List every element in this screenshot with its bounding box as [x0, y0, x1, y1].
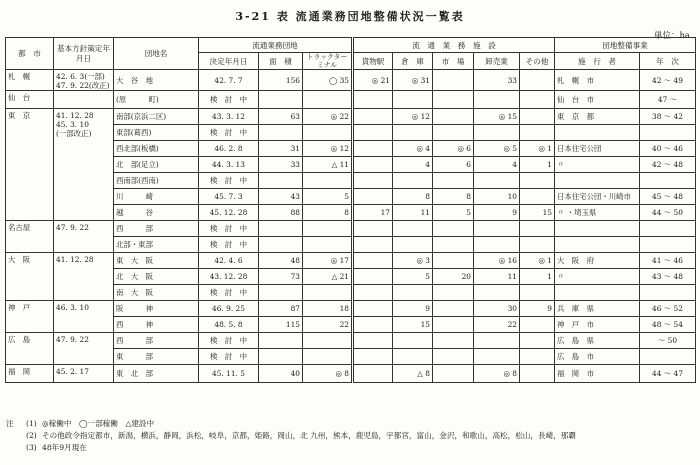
year-cell: 42 ～ 49 — [640, 70, 696, 91]
operator-cell: 大 阪 府 — [555, 253, 640, 269]
note-line — [6, 430, 696, 442]
area-cell — [259, 349, 303, 365]
header-complex-name: 団地名 — [114, 38, 199, 70]
operator-cell — [555, 125, 640, 141]
year-cell: ～ 50 — [640, 333, 696, 349]
truck-terminal-cell — [303, 333, 353, 349]
city-cell: 仙 台 — [6, 91, 54, 109]
year-cell: 44 ～ 47 — [640, 365, 696, 383]
market-cell — [433, 91, 474, 109]
freight-station-cell — [353, 109, 393, 125]
decision-date-cell: 45. 12. 28 — [199, 205, 259, 221]
warehouse-cell — [393, 333, 433, 349]
year-cell — [640, 221, 696, 237]
operator-cell: 〃 ・埼玉県 — [555, 205, 640, 221]
complex-name-cell: 大 谷 地 — [114, 70, 199, 91]
city-cell: 福 岡 — [6, 365, 54, 383]
header-area: 面 積 — [259, 53, 303, 70]
wholesale-cell: 30 — [474, 301, 520, 317]
header-group-project: 団地整備事業 — [555, 38, 696, 53]
warehouse-cell — [393, 125, 433, 141]
area-cell: 115 — [259, 317, 303, 333]
wholesale-cell — [474, 91, 520, 109]
note-line — [6, 418, 696, 430]
wholesale-cell — [474, 349, 520, 365]
warehouse-cell — [393, 173, 433, 189]
year-cell: 47 ～ — [640, 91, 696, 109]
warehouse-cell: 15 — [393, 317, 433, 333]
market-cell: 6 — [433, 157, 474, 173]
note-number: (3) — [26, 443, 37, 452]
city-cell: 東 京 — [6, 109, 54, 221]
header-city: 都 市 — [6, 38, 54, 70]
complex-name-cell: (原 町) — [114, 91, 199, 109]
complex-name-cell: 川 崎 — [114, 189, 199, 205]
decision-date-cell: 検 討 中 — [199, 125, 259, 141]
header-truck-terminal: トラックターミナル — [303, 53, 353, 70]
year-cell — [640, 125, 696, 141]
year-cell — [640, 285, 696, 301]
decision-date-cell: 43. 3. 12 — [199, 109, 259, 125]
truck-terminal-cell — [303, 125, 353, 141]
warehouse-cell: ◎ 4 — [393, 141, 433, 157]
wholesale-cell: 4 — [474, 157, 520, 173]
policy-date-cell: 45. 2. 17 — [54, 365, 114, 383]
freight-station-cell — [353, 365, 393, 383]
area-cell: 88 — [259, 205, 303, 221]
wholesale-cell: ◎ 15 — [474, 109, 520, 125]
note-number: (1) — [26, 419, 37, 428]
wholesale-cell — [474, 221, 520, 237]
policy-date-cell: 47. 9. 22 — [54, 221, 114, 253]
decision-date-cell: 46. 2. 8 — [199, 141, 259, 157]
operator-cell: 神 戸 市 — [555, 317, 640, 333]
city-cell: 名古屋 — [6, 221, 54, 253]
wholesale-cell — [474, 125, 520, 141]
decision-date-cell: 44. 3. 13 — [199, 157, 259, 173]
note-text: 48年9月現在 — [42, 443, 87, 452]
truck-terminal-cell: ◎ 22 — [303, 109, 353, 125]
operator-cell: 東 京 都 — [555, 109, 640, 125]
year-cell: 40 ～ 46 — [640, 141, 696, 157]
area-cell — [259, 237, 303, 253]
decision-date-cell: 検 討 中 — [199, 285, 259, 301]
market-cell — [433, 317, 474, 333]
operator-cell: 〃 — [555, 157, 640, 173]
wholesale-cell — [474, 285, 520, 301]
truck-terminal-cell: 18 — [303, 301, 353, 317]
market-cell — [433, 253, 474, 269]
truck-terminal-cell — [303, 237, 353, 253]
other-cell — [520, 91, 555, 109]
header-year: 年 次 — [640, 53, 696, 70]
complex-name-cell: 越 谷 — [114, 205, 199, 221]
warehouse-cell: 9 — [393, 301, 433, 317]
warehouse-cell: △ 8 — [393, 365, 433, 383]
freight-station-cell — [353, 91, 393, 109]
wholesale-cell: ◎ 16 — [474, 253, 520, 269]
truck-terminal-cell: ◎ 8 — [303, 365, 353, 383]
decision-date-cell: 検 討 中 — [199, 237, 259, 253]
freight-station-cell: 17 — [353, 205, 393, 221]
truck-terminal-cell — [303, 285, 353, 301]
freight-station-cell — [353, 349, 393, 365]
other-cell — [520, 221, 555, 237]
truck-terminal-cell: △ 21 — [303, 269, 353, 285]
year-cell: 48 ～ 54 — [640, 317, 696, 333]
decision-date-cell: 検 討 中 — [199, 349, 259, 365]
other-cell — [520, 365, 555, 383]
complex-name-cell: 南部(京浜二区) — [114, 109, 199, 125]
notes — [6, 418, 696, 454]
complex-name-cell: 北 部(足立) — [114, 157, 199, 173]
year-cell: 42 ～ 48 — [640, 157, 696, 173]
area-cell — [259, 285, 303, 301]
table-row — [6, 109, 696, 125]
wholesale-cell: 10 — [474, 189, 520, 205]
operator-cell: 福 岡 市 — [555, 365, 640, 383]
area-cell: 40 — [259, 365, 303, 383]
area-cell: 33 — [259, 157, 303, 173]
unit-label: 単位：ha — [653, 31, 690, 41]
operator-cell: 日本住宅公団・川崎市 — [555, 189, 640, 205]
freight-station-cell — [353, 173, 393, 189]
warehouse-cell: ◎ 3 — [393, 253, 433, 269]
year-cell — [640, 349, 696, 365]
operator-cell — [555, 173, 640, 189]
freight-station-cell — [353, 317, 393, 333]
policy-date-cell: 41. 12. 28 45. 3. 10 (一部改正) — [54, 109, 114, 221]
market-cell: 5 — [433, 205, 474, 221]
operator-cell: 日本住宅公団 — [555, 141, 640, 157]
market-cell — [433, 349, 474, 365]
year-cell: 45 ～ 48 — [640, 189, 696, 205]
market-cell: 20 — [433, 269, 474, 285]
complex-name-cell: 東 大 阪 — [114, 253, 199, 269]
area-cell — [259, 125, 303, 141]
other-cell: ◎ 1 — [520, 141, 555, 157]
year-cell: 43 ～ 48 — [640, 269, 696, 285]
operator-cell — [555, 237, 640, 253]
freight-station-cell — [353, 157, 393, 173]
note-number: (2) — [26, 431, 37, 440]
distribution-complex-table — [5, 37, 696, 383]
market-cell — [433, 285, 474, 301]
other-cell — [520, 173, 555, 189]
decision-date-cell: 検 討 中 — [199, 91, 259, 109]
note-text: その他政令指定都市，新潟，横浜，静岡，浜松，岐阜，京都，姫路，岡山，北 九州，熊本，鹿児島，宇都宮，富山，金沢，和歌山，高松，松山，長崎，那覇 — [42, 431, 576, 440]
decision-date-cell: 45. 11. 5 — [199, 365, 259, 383]
freight-station-cell — [353, 141, 393, 157]
freight-station-cell — [353, 285, 393, 301]
table-row — [6, 91, 696, 109]
other-cell: 9 — [520, 301, 555, 317]
decision-date-cell: 42. 7. 7 — [199, 70, 259, 91]
decision-date-cell: 42. 4. 6 — [199, 253, 259, 269]
other-cell — [520, 70, 555, 91]
area-cell — [259, 173, 303, 189]
complex-name-cell: 西北部(板橋) — [114, 141, 199, 157]
warehouse-cell: 4 — [393, 157, 433, 173]
decision-date-cell: 43. 12. 28 — [199, 269, 259, 285]
other-cell — [520, 333, 555, 349]
operator-cell: 広 島 市 — [555, 349, 640, 365]
truck-terminal-cell: △ 11 — [303, 157, 353, 173]
warehouse-cell: ◎ 31 — [393, 70, 433, 91]
freight-station-cell — [353, 125, 393, 141]
table-row — [6, 221, 696, 237]
truck-terminal-cell: ◯ 35 — [303, 70, 353, 91]
market-cell — [433, 70, 474, 91]
operator-cell: 〃 — [555, 269, 640, 285]
truck-terminal-cell — [303, 91, 353, 109]
complex-name-cell: 西 部 — [114, 333, 199, 349]
complex-name-cell: 西 神 — [114, 317, 199, 333]
wholesale-cell: 33 — [474, 70, 520, 91]
complex-name-cell: 北 大 阪 — [114, 269, 199, 285]
year-cell: 44 ～ 50 — [640, 205, 696, 221]
market-cell — [433, 301, 474, 317]
policy-date-cell: 47. 9. 22 — [54, 333, 114, 365]
warehouse-cell — [393, 349, 433, 365]
note-label: 注 — [6, 419, 14, 428]
complex-name-cell: 東 部 — [114, 349, 199, 365]
header-operator: 施 行 者 — [555, 53, 640, 70]
other-cell: 15 — [520, 205, 555, 221]
policy-date-cell — [54, 91, 114, 109]
complex-name-cell: 南 大 阪 — [114, 285, 199, 301]
other-cell — [520, 349, 555, 365]
area-cell: 43 — [259, 189, 303, 205]
other-cell — [520, 109, 555, 125]
truck-terminal-cell — [303, 173, 353, 189]
market-cell — [433, 173, 474, 189]
market-cell — [433, 365, 474, 383]
warehouse-cell: ◎ 12 — [393, 109, 433, 125]
complex-name-cell: 阪 神 — [114, 301, 199, 317]
warehouse-cell — [393, 285, 433, 301]
wholesale-cell — [474, 173, 520, 189]
area-cell — [259, 91, 303, 109]
operator-cell — [555, 285, 640, 301]
complex-name-cell: 東 北 部 — [114, 365, 199, 383]
truck-terminal-cell — [303, 349, 353, 365]
truck-terminal-cell: ◎ 17 — [303, 253, 353, 269]
truck-terminal-cell: 8 — [303, 205, 353, 221]
market-cell — [433, 333, 474, 349]
freight-station-cell — [353, 221, 393, 237]
note-text: ◎稼働中 ◯一部稼働 △建設中 — [42, 419, 155, 428]
complex-name-cell: 西南部(西南) — [114, 173, 199, 189]
warehouse-cell — [393, 91, 433, 109]
table-row — [6, 333, 696, 349]
year-cell — [640, 237, 696, 253]
other-cell: 1 — [520, 269, 555, 285]
market-cell — [433, 221, 474, 237]
year-cell — [640, 173, 696, 189]
note-line — [6, 442, 696, 454]
header-warehouse: 倉 庫 — [393, 53, 433, 70]
market-cell — [433, 237, 474, 253]
wholesale-cell: 11 — [474, 269, 520, 285]
year-cell: 38 ～ 42 — [640, 109, 696, 125]
header-decision-date: 決定年月日 — [199, 53, 259, 70]
market-cell: ◎ 6 — [433, 141, 474, 157]
freight-station-cell — [353, 301, 393, 317]
area-cell: 31 — [259, 141, 303, 157]
area-cell: 73 — [259, 269, 303, 285]
header-policy: 基本方針策定年月日 — [54, 38, 114, 70]
header-wholesale: 卸売業 — [474, 53, 520, 70]
other-cell — [520, 237, 555, 253]
year-cell: 41 ～ 46 — [640, 253, 696, 269]
complex-name-cell: 東部(葛西) — [114, 125, 199, 141]
area-cell: 48 — [259, 253, 303, 269]
wholesale-cell — [474, 333, 520, 349]
operator-cell: 兵 庫 県 — [555, 301, 640, 317]
freight-station-cell — [353, 253, 393, 269]
decision-date-cell: 45. 7. 3 — [199, 189, 259, 205]
area-cell — [259, 333, 303, 349]
freight-station-cell — [353, 333, 393, 349]
wholesale-cell: ◎ 8 — [474, 365, 520, 383]
policy-date-cell: 42. 6. 3(一部) 47. 9. 22(改正) — [54, 70, 114, 91]
area-cell: 87 — [259, 301, 303, 317]
truck-terminal-cell — [303, 221, 353, 237]
freight-station-cell — [353, 237, 393, 253]
freight-station-cell — [353, 189, 393, 205]
operator-cell: 札 幌 市 — [555, 70, 640, 91]
table-row — [6, 301, 696, 317]
city-cell: 大 阪 — [6, 253, 54, 301]
decision-date-cell: 48. 5. 8 — [199, 317, 259, 333]
policy-date-cell: 46. 3. 10 — [54, 301, 114, 333]
decision-date-cell: 検 討 中 — [199, 221, 259, 237]
header-group-facilities: 流 通 業 務 施 設 — [353, 38, 555, 53]
wholesale-cell: 9 — [474, 205, 520, 221]
decision-date-cell: 検 討 中 — [199, 333, 259, 349]
area-cell: 63 — [259, 109, 303, 125]
complex-name-cell: 西 部 — [114, 221, 199, 237]
city-cell: 神 戸 — [6, 301, 54, 333]
operator-cell — [555, 221, 640, 237]
warehouse-cell: 8 — [393, 189, 433, 205]
warehouse-cell — [393, 237, 433, 253]
warehouse-cell — [393, 221, 433, 237]
table-row — [6, 70, 696, 91]
city-cell: 広 島 — [6, 333, 54, 365]
decision-date-cell: 検 討 中 — [199, 173, 259, 189]
operator-cell: 仙 台 市 — [555, 91, 640, 109]
header-group-distribution-complex: 流通業務団地 — [199, 38, 353, 53]
market-cell: 8 — [433, 189, 474, 205]
other-cell: ◎ 1 — [520, 253, 555, 269]
header-market: 市 場 — [433, 53, 474, 70]
table-row — [6, 253, 696, 269]
policy-date-cell: 41. 12. 28 — [54, 253, 114, 301]
wholesale-cell: 22 — [474, 317, 520, 333]
operator-cell: 広 島 県 — [555, 333, 640, 349]
table-row — [6, 365, 696, 383]
area-cell: 156 — [259, 70, 303, 91]
city-cell: 札 幌 — [6, 70, 54, 91]
other-cell — [520, 125, 555, 141]
freight-station-cell: ◎ 21 — [353, 70, 393, 91]
wholesale-cell: ◎ 5 — [474, 141, 520, 157]
market-cell — [433, 125, 474, 141]
area-cell — [259, 221, 303, 237]
truck-terminal-cell: 5 — [303, 189, 353, 205]
other-cell — [520, 285, 555, 301]
year-cell: 46 ～ 52 — [640, 301, 696, 317]
warehouse-cell: 5 — [393, 269, 433, 285]
wholesale-cell — [474, 237, 520, 253]
truck-terminal-cell: 22 — [303, 317, 353, 333]
other-cell: 1 — [520, 157, 555, 173]
truck-terminal-cell: ◎ 12 — [303, 141, 353, 157]
warehouse-cell: 11 — [393, 205, 433, 221]
decision-date-cell: 46. 9. 25 — [199, 301, 259, 317]
complex-name-cell: 北部・東部 — [114, 237, 199, 253]
freight-station-cell — [353, 269, 393, 285]
market-cell — [433, 109, 474, 125]
header-freight-station: 貨物駅 — [353, 53, 393, 70]
header-other: その他 — [520, 53, 555, 70]
other-cell — [520, 189, 555, 205]
other-cell — [520, 317, 555, 333]
table-title: 3-21 表 流通業務団地整備状況一覧表 — [235, 10, 465, 23]
